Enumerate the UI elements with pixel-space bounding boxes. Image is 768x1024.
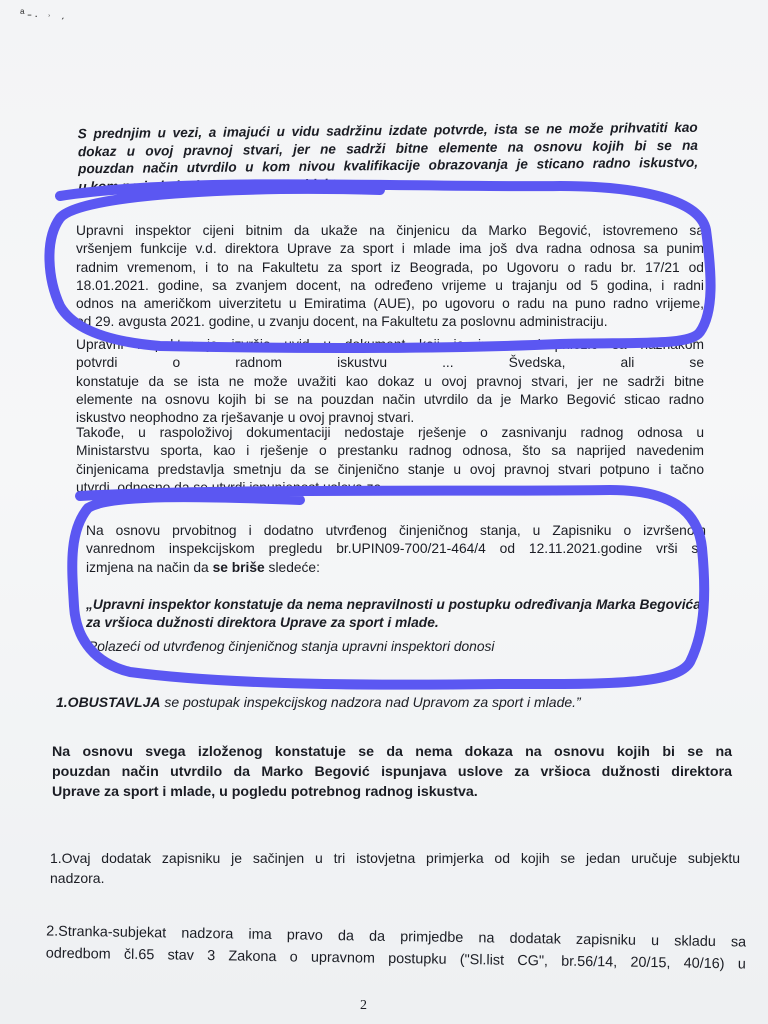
quoted-finding xyxy=(86,596,701,633)
text-line: dokaz u ovoj pravnoj stvari, jer ne sadrži bitne elemente na osnovu kojih bi se na xyxy=(77,137,698,159)
text-line: elemente na osnovu kojih bi se na pouzdan način utvrdilo da je Marko Begović sticao radno xyxy=(76,391,704,407)
text-line: radnim vremenom, i to na Fakultetu za sport iz Beograda, po Ugovoru o radu br. 17/21 od xyxy=(76,259,704,275)
decision-intro: Polazeći od utvrđenog činjeničnog stanja upravni inspektori donosi xyxy=(88,639,495,654)
text-line: za vršioca dužnosti direktora Uprave za sport i mlade. xyxy=(86,615,439,631)
text-line: konstatuje da se ista ne može uvažiti kao dokaz u ovoj pravnoj stvari, jer ne sadrži bitne xyxy=(76,373,704,389)
corner-marks: ᵃ˗. ˒ ˏ xyxy=(20,6,68,20)
amendment-text: izmjena na način da xyxy=(86,559,213,575)
text-line: pouzdan način utvrdilo da Marko Begović ispunjava uslove za vršioca dužnosti direktora xyxy=(52,764,732,780)
text-line: Ministarstvu sporta, kao i rješenje o prestanku radnog odnosa, što sa naprijed navedenim xyxy=(76,443,704,459)
text-line: Na osnovu svega izloženog konstatuje se da nema dokaza na osnovu kojih bi se na xyxy=(52,744,732,760)
text-line xyxy=(86,559,706,577)
amendment-text-end: sledeće: xyxy=(264,559,320,575)
text-line: 1.Ovaj dodatak zapisniku je sačinjen u tri istovjetna primjerka od kojih se jedan uručuje subjektu xyxy=(50,850,740,866)
text-line: potvrdi o radnom iskustvu ... Švedska, ali se xyxy=(76,355,704,371)
text-line: od 29. avgusta 2021. godine, u zvanju docent, na Fakultetu za poslovnu administraciju. xyxy=(76,314,608,330)
numbered-item-2 xyxy=(46,921,747,976)
paragraph-employment-facts xyxy=(76,222,704,332)
text-line: 18.01.2021. godine, sa zvanjem docent, na određeno vrijeme u trajanju od 5 godina, i radni xyxy=(76,277,704,293)
numbered-item-1 xyxy=(50,848,740,888)
text-line: Na osnovu prvobitnog i dodatno utvrđenog činjeničnog stanja, u Zapisniku o izvršenom xyxy=(86,523,706,538)
text-line: Upravni inspektor je izvršio uvid u dokument koji je imenovani priložio sa naznakom xyxy=(76,337,704,352)
text-line: „Upravni inspektor konstatuje da nema nepravilnosti u postupku određivanja Marka Begovića xyxy=(86,597,701,612)
decision-verb: 1.OBUSTAVLJA xyxy=(56,694,161,710)
text-line: nadzora. xyxy=(50,870,105,886)
text-line: činjenicama predstavlja smetnju da se činjenično stanje u ovoj pravnoj stvari potpuno i tačno xyxy=(76,461,704,477)
decision-text: se postupak inspekcijskog nadzora nad Upravom za sport i mlade.” xyxy=(160,694,581,710)
text-line: Takođe, u raspoloživoj dokumentaciji nedostaje rješenje o zasnivanju radnog odnosa u xyxy=(76,425,704,440)
text-line: odnos na američkom uiverzitetu u Emiratima (AUE), po ugovoru o radu na puno radno vrijeme, xyxy=(76,296,704,312)
text-line: 2.Stranka-subjekat nadzora ima pravo da da primjedbe na dodatak zapisniku u skladu sa xyxy=(46,923,747,951)
paragraph-document-review xyxy=(76,336,704,427)
text-line: vanrednom inspekcijskom pregledu br.UPIN09-700/21-464/4 od 12.11.2021.godine vrši se xyxy=(86,541,706,557)
text-line: S prednjim u vezi, a imajući u vidu sadržinu izdate potvrde, ista se ne može prihvatiti kao xyxy=(77,119,698,142)
text-line: Uprave za sport i mlade, u pogledu potrebnog radnog iskustva. xyxy=(52,784,478,800)
text-line: vršenjem funkcije v.d. direktora Uprave za sport i mlade ima još dva radna odnosa sa punim xyxy=(76,241,704,257)
paragraph-certificate-assessment xyxy=(78,119,699,195)
decision-suspension xyxy=(56,694,716,712)
text-line: pouzdan način utvrdilo u kom nivou kvalifikacije obrazovanja je sticano radno iskustvo, xyxy=(78,154,699,177)
amendment-emphasis: se briše xyxy=(212,559,265,575)
text-line: utvrdi, odnosno da se utvrdi ispunjenost uslova za ... xyxy=(76,479,397,495)
text-line: iskustvo neophodno za rješavanje u ovoj pravnoj stvari. xyxy=(76,410,415,426)
text-line: odredbom čl.65 stav 3 Zakona o upravnom postupku ("Sl.list CG", br.56/14, 20/15, 40/16) u xyxy=(45,945,746,973)
paragraph-amendment xyxy=(86,522,706,577)
paragraph-missing-documents xyxy=(76,424,704,497)
conclusion-paragraph xyxy=(52,742,732,802)
text-line: Upravni inspektor cijeni bitnim da ukaže na činjenicu da Marko Begović, istovremeno sa xyxy=(76,223,704,238)
text-line: u kom periodu i u kom pravnom subjektu. xyxy=(78,175,349,194)
page-number: 2 xyxy=(360,998,367,1013)
